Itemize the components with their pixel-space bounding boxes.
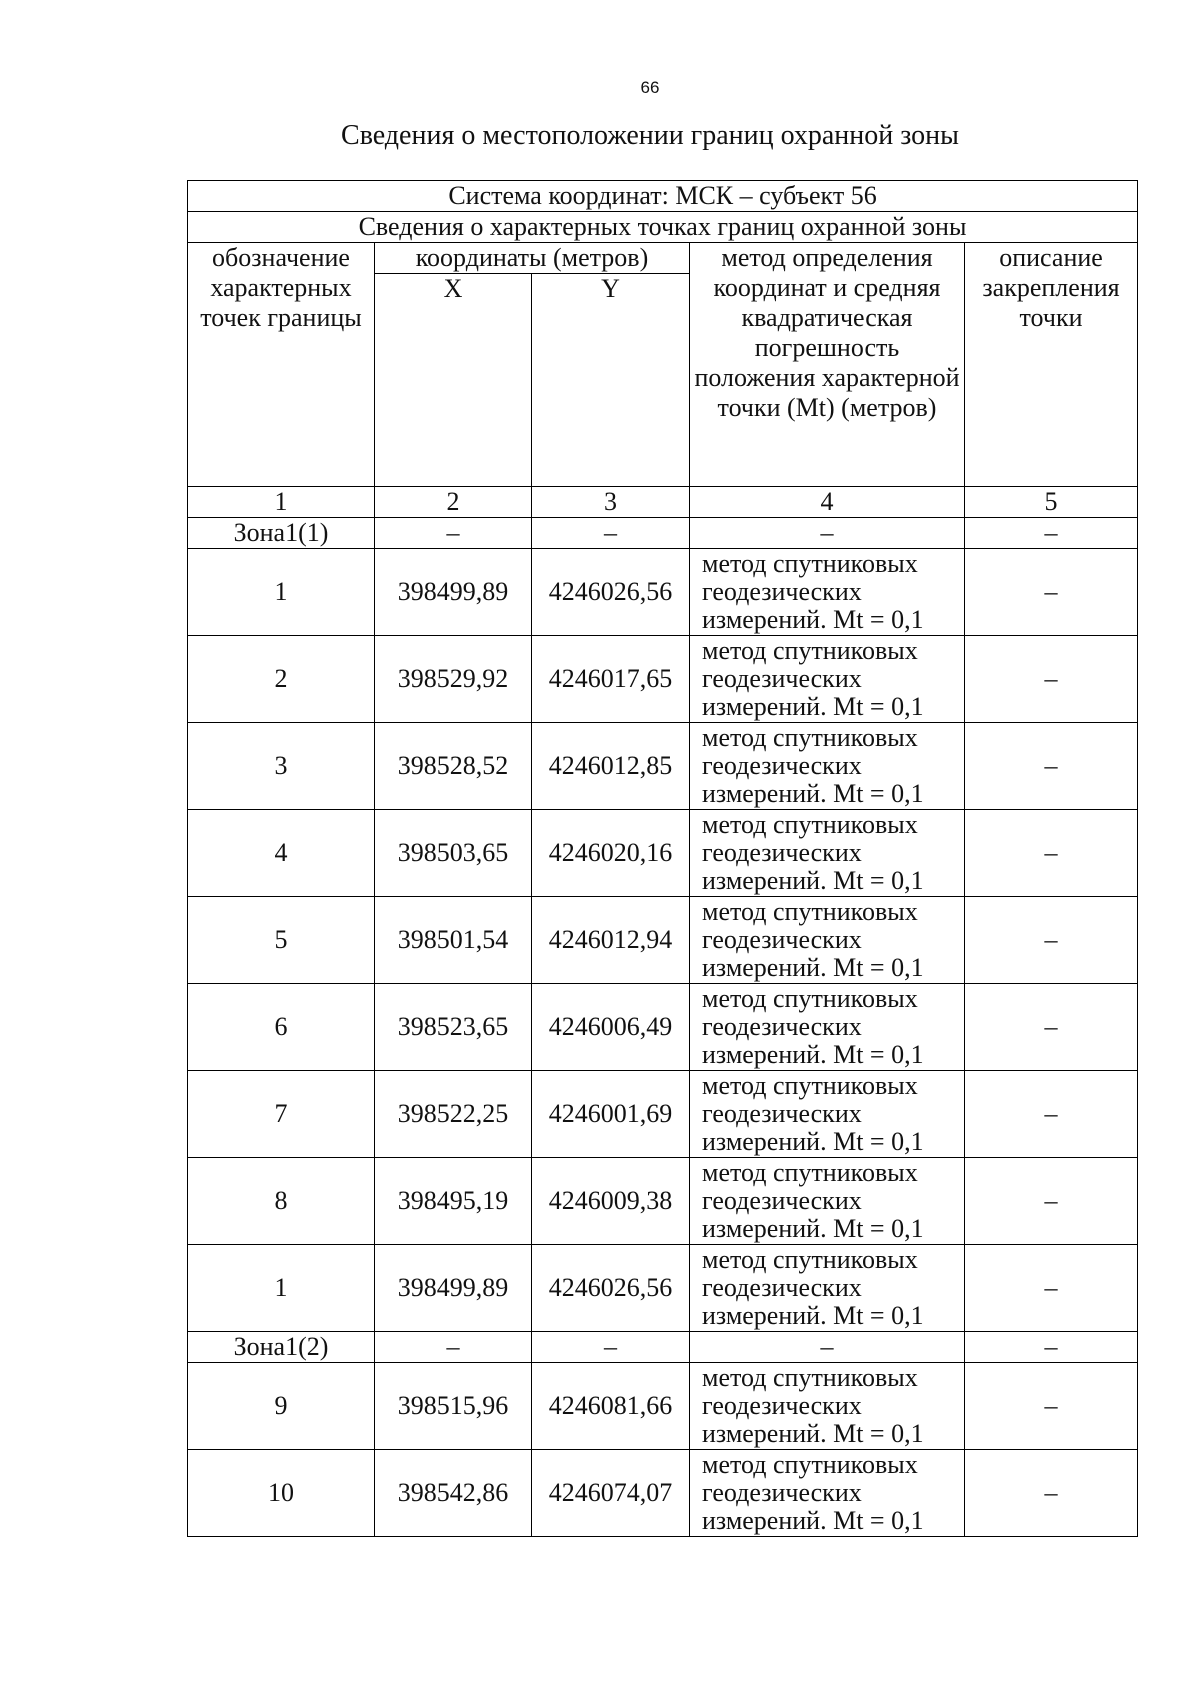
zone-method: – [690,1332,965,1363]
table-row [188,1245,1138,1332]
header-description: описание закрепления точки [965,243,1138,487]
table-row [188,897,1138,984]
coord-x: 398542,86 [375,1450,532,1537]
coord-x: 398503,65 [375,810,532,897]
page-title: Сведения о местоположении границ охранной зоны [341,120,959,151]
coord-x: 398495,19 [375,1158,532,1245]
method-cell: метод спутниковых геодезических измерений. Mt = 0,1 [690,1245,965,1332]
method-cell: метод спутниковых геодезических измерений. Mt = 0,1 [690,1450,965,1537]
column-number: 2 [375,487,532,518]
point-number: 8 [188,1158,375,1245]
zone-name: Зона1(2) [188,1332,375,1363]
description-cell: – [965,549,1138,636]
description-cell: – [965,810,1138,897]
method-cell: метод спутниковых геодезических измерений. Mt = 0,1 [690,1363,965,1450]
point-number: 6 [188,984,375,1071]
table-row [188,1071,1138,1158]
description-cell: – [965,1071,1138,1158]
coordinates-table [187,180,1138,1537]
header-method: метод определения координат и средняя квадратическая погрешность положения характерной точки (Mt) (метров) [690,243,965,487]
description-cell: – [965,636,1138,723]
description-cell: – [965,723,1138,810]
point-number: 7 [188,1071,375,1158]
table-row [188,636,1138,723]
zone-row [188,518,1138,549]
coord-y: 4246017,65 [532,636,690,723]
coord-x: 398529,92 [375,636,532,723]
coord-x: 398523,65 [375,984,532,1071]
table-caption: Сведения о характерных точках границ охранной зоны [188,212,1138,243]
coordinate-system-header: Система координат: МСК – субъект 56 [188,181,1138,212]
coord-y: 4246012,85 [532,723,690,810]
description-cell: – [965,1158,1138,1245]
coord-y: 4246001,69 [532,1071,690,1158]
coordinates-table-container [187,180,1137,1537]
zone-y: – [532,1332,690,1363]
description-cell: – [965,1245,1138,1332]
coord-y: 4246026,56 [532,1245,690,1332]
column-number: 1 [188,487,375,518]
coord-x: 398528,52 [375,723,532,810]
point-number: 2 [188,636,375,723]
method-cell: метод спутниковых геодезических измерений. Mt = 0,1 [690,636,965,723]
zone-name: Зона1(1) [188,518,375,549]
method-cell: метод спутниковых геодезических измерений. Mt = 0,1 [690,549,965,636]
coord-y: 4246081,66 [532,1363,690,1450]
coord-y: 4246020,16 [532,810,690,897]
point-number: 10 [188,1450,375,1537]
column-number: 3 [532,487,690,518]
description-cell: – [965,897,1138,984]
zone-description: – [965,518,1138,549]
method-cell: метод спутниковых геодезических измерений. Mt = 0,1 [690,810,965,897]
point-number: 9 [188,1363,375,1450]
coord-y: 4246006,49 [532,984,690,1071]
table-row [188,723,1138,810]
table-row [188,1158,1138,1245]
point-number: 1 [188,1245,375,1332]
table-row [188,1363,1138,1450]
description-cell: – [965,1450,1138,1537]
coord-x: 398522,25 [375,1071,532,1158]
method-cell: метод спутниковых геодезических измерений. Mt = 0,1 [690,897,965,984]
coord-y: 4246026,56 [532,549,690,636]
zone-description: – [965,1332,1138,1363]
method-cell: метод спутниковых геодезических измерений. Mt = 0,1 [690,1158,965,1245]
description-cell: – [965,1363,1138,1450]
method-cell: метод спутниковых геодезических измерений. Mt = 0,1 [690,984,965,1071]
header-x: X [375,274,532,487]
point-number: 5 [188,897,375,984]
coord-y: 4246009,38 [532,1158,690,1245]
page-number: 66 [640,78,660,97]
column-number-row [188,487,1138,518]
coord-y: 4246074,07 [532,1450,690,1537]
zone-x: – [375,1332,532,1363]
coord-x: 398501,54 [375,897,532,984]
header-y: Y [532,274,690,487]
coord-x: 398499,89 [375,1245,532,1332]
coord-y: 4246012,94 [532,897,690,984]
coord-x: 398499,89 [375,549,532,636]
method-cell: метод спутниковых геодезических измерений. Mt = 0,1 [690,1071,965,1158]
column-number: 4 [690,487,965,518]
description-cell: – [965,984,1138,1071]
point-number: 3 [188,723,375,810]
header-designation: обозначение характерных точек границы [188,243,375,487]
table-row [188,810,1138,897]
table-row [188,1450,1138,1537]
column-number: 5 [965,487,1138,518]
point-number: 4 [188,810,375,897]
table-row [188,549,1138,636]
zone-y: – [532,518,690,549]
zone-method: – [690,518,965,549]
zone-row [188,1332,1138,1363]
table-row [188,984,1138,1071]
header-coordinates: координаты (метров) [375,243,690,274]
method-cell: метод спутниковых геодезических измерений. Mt = 0,1 [690,723,965,810]
coord-x: 398515,96 [375,1363,532,1450]
point-number: 1 [188,549,375,636]
zone-x: – [375,518,532,549]
